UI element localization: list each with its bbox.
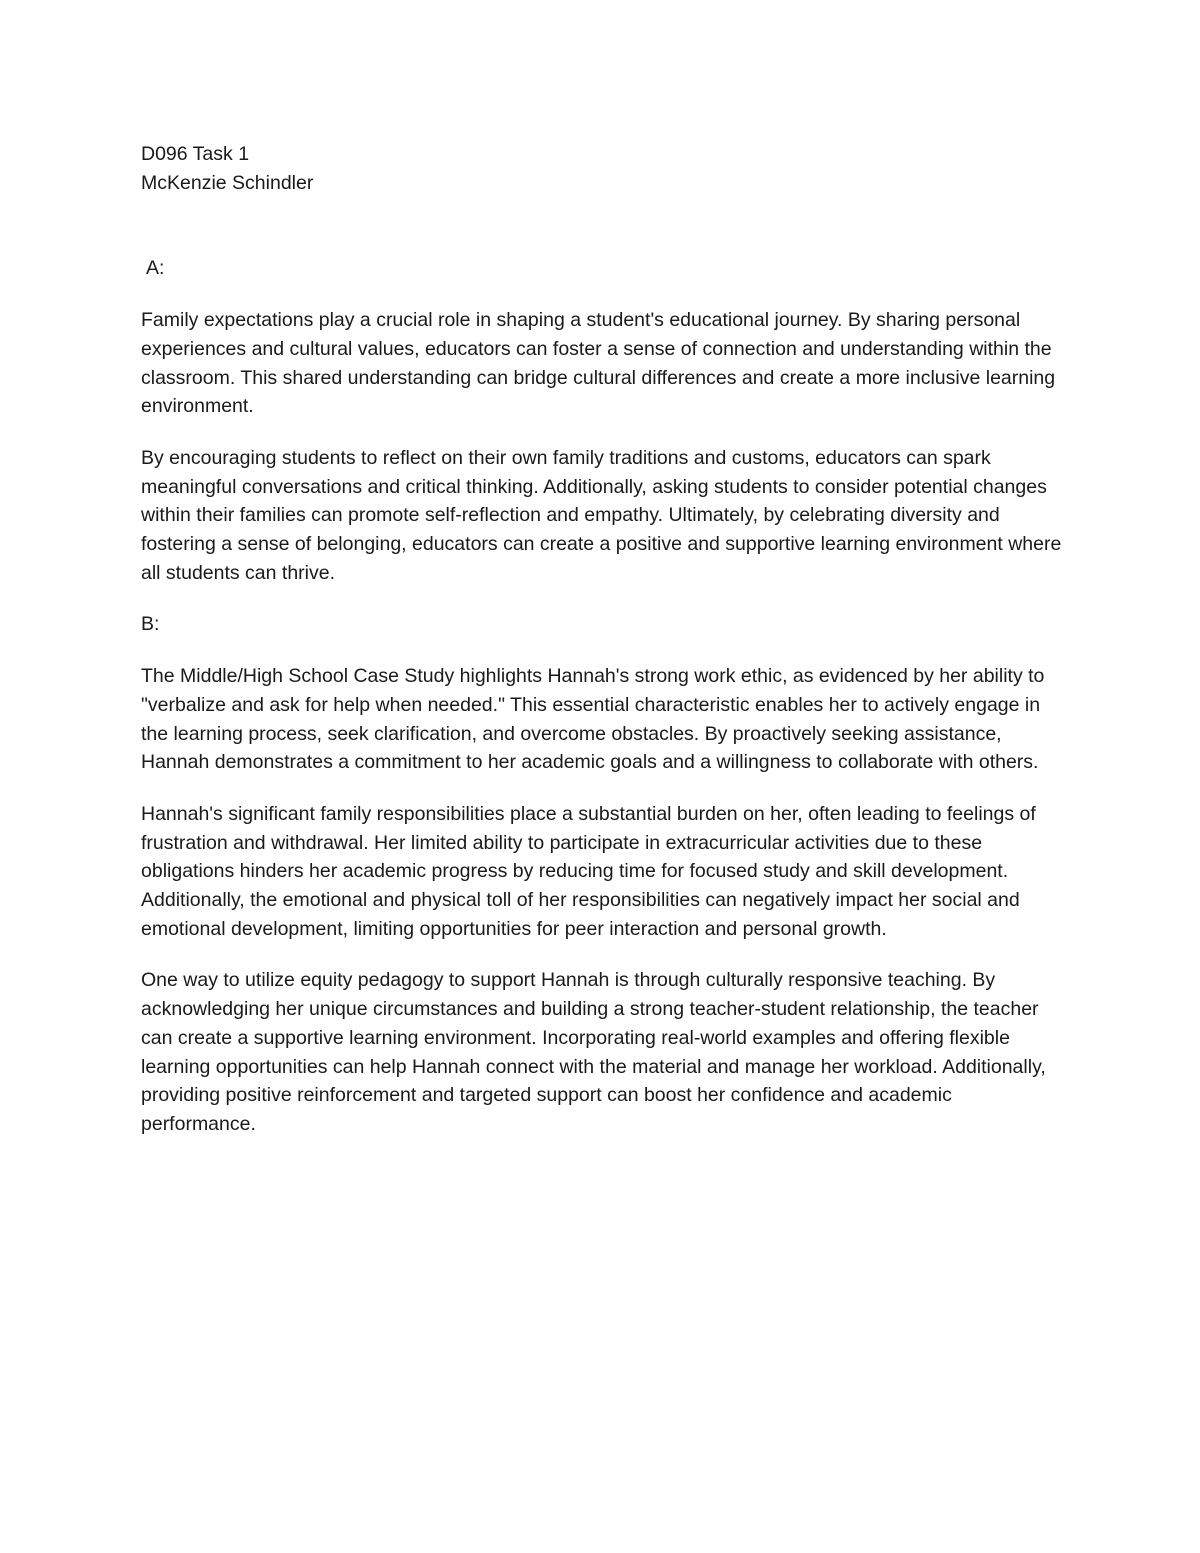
section-a-label: A:	[146, 257, 165, 280]
spacer	[141, 197, 1066, 254]
author-name: McKenzie Schindler	[141, 171, 314, 194]
section-a-paragraph-2: By encouraging students to reflect on their own family traditions and customs, educators can spark meaningful conversations and critical thinking. Additionally, asking students to consider potential changes within their families can promote self-reflection and empathy. Ultimately, by celebrating diversity and fostering a sense of belonging, educators can create a positive and supportive learning environment where all students can thrive.	[141, 446, 1062, 584]
document-title: D096 Task 1	[141, 143, 250, 165]
section-b-label: B:	[141, 613, 160, 636]
section-a-paragraph-1: Family expectations play a crucial role in shaping a student's educational journey. By sharing personal experiences and cultural values, educators can foster a sense of connection and understanding within the classroom. This shared understanding can bridge cultural differences and create a more inclusive learning environment.	[141, 309, 1056, 418]
section-b-paragraph-1: The Middle/High School Case Study highlights Hannah's strong work ethic, as evidenced by her ability to "verbalize and ask for help when needed." This essential characteristic enables her to actively engage in the learning process, seek clarification, and overcome obstacles. By proactively seeking assistance, Hannah demonstrates a commitment to her academic goals and a willingness to collaborate with others.	[141, 665, 1045, 774]
section-b-paragraph-2: Hannah's significant family responsibilities place a substantial burden on her, often leading to feelings of frustration and withdrawal. Her limited ability to participate in extracurricular activities due to these obligations hinders her academic progress by reducing time for focused study and skill development. Additionally, the emotional and physical toll of her responsibilities can negatively impact her social and emotional development, limiting opportunities for peer interaction and personal growth.	[141, 802, 1036, 940]
document-body	[141, 140, 1066, 1162]
section-b-paragraph-3: One way to utilize equity pedagogy to support Hannah is through culturally responsive teaching. By acknowledging her unique circumstances and building a strong teacher-student relationship, the teacher can create a supportive learning environment. Incorporating real-world examples and offering flexible learning opportunities can help Hannah connect with the material and manage her workload. Additionally, providing positive reinforcement and targeted support can boost her confidence and academic performance.	[141, 969, 1046, 1135]
